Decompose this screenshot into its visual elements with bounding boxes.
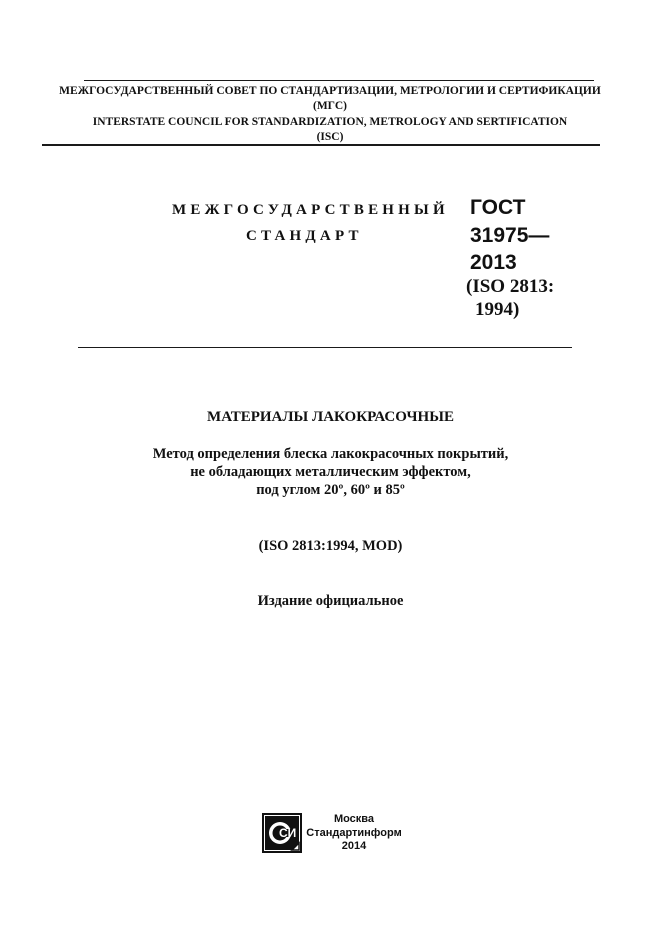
iso-reference: (ISO 2813:1994, MOD) (258, 538, 403, 554)
gost-label: ГОСТ (470, 196, 526, 219)
edition-note: Издание официальное (257, 593, 404, 609)
gost-number: 31975— (470, 224, 550, 247)
document-subtitle-line3: под углом 20º, 60º и 85º (256, 482, 405, 498)
council-name-en: INTERSTATE COUNCIL FOR STANDARDIZATION, METROLOGY AND SERTIFICATION (92, 116, 568, 128)
council-abbr-ru: (МГС) (313, 100, 347, 112)
publisher-year: 2014 (341, 840, 367, 852)
standard-word-standard: СТАНДАРТ (246, 228, 363, 244)
publisher-block (306, 813, 402, 854)
designation-rule (78, 347, 572, 348)
gost-year: 2013 (470, 251, 517, 274)
standartinform-logo-icon (262, 813, 302, 853)
header-thick-rule (42, 144, 600, 146)
top-rule (84, 80, 594, 81)
iso-designation-line1: (ISO 2813: (466, 276, 555, 297)
standard-word-interstate: МЕЖГОСУДАРСТВЕННЫЙ (172, 202, 449, 218)
publisher-city: Москва (333, 813, 375, 825)
council-abbr-en: (ISC) (316, 131, 344, 143)
iso-designation-line2: 1994) (475, 299, 520, 320)
document-subtitle-line1: Метод определения блеска лакокрасочных покрытий, (152, 446, 509, 462)
document-subtitle-line2: не обладающих металлическим эффектом, (190, 464, 471, 480)
publisher-name: Стандартинформ (306, 826, 402, 839)
logo-lettering: СИ (279, 826, 297, 840)
council-name-ru: МЕЖГОСУДАРСТВЕННЫЙ СОВЕТ ПО СТАНДАРТИЗАЦИИ, МЕТРОЛОГИИ И СЕРТИФИКАЦИИ (59, 85, 601, 97)
document-title: МАТЕРИАЛЫ ЛАКОКРАСОЧНЫЕ (207, 409, 454, 425)
